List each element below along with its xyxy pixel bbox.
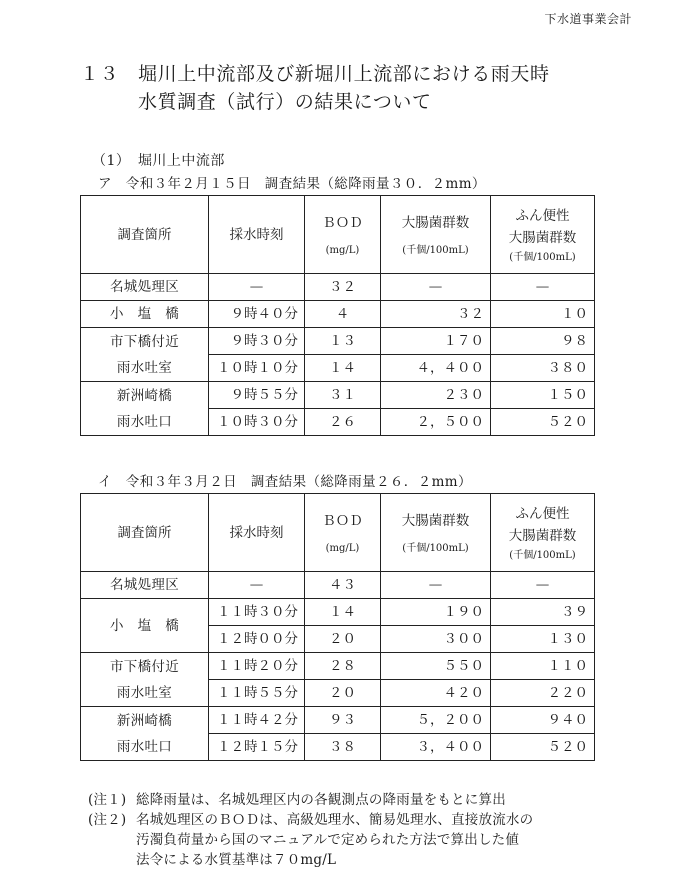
location-label: 雨水吐室 [116,359,173,376]
location-label: 雨水吐口 [116,413,173,430]
note-mark: (注２) [88,812,127,828]
header-coliform [381,196,491,274]
table-row [81,301,595,328]
header-bod [305,494,381,572]
fecal-cell: ５２０ [491,409,595,436]
time-cell: ９時３０分 [209,328,305,355]
bod-cell: ３１ [305,382,381,409]
fecal-cell: — [491,572,595,599]
coliform-cell: ５５０ [381,653,491,680]
header-coliform-unit: (千個/100mL) [402,542,469,554]
location-cell [81,382,209,436]
location-label: 小 塩 橋 [110,306,179,322]
time-cell: — [209,572,305,599]
time-cell: ９時４０分 [209,301,305,328]
time-cell: １１時５５分 [209,680,305,707]
location-label: 名城処理区 [110,577,179,593]
table-b-caption: イ 令和３年３月２日 調査結果（総降雨量２６．２mm） [98,474,472,490]
note-text: 法令による水質基準は７０mg/L [136,852,337,868]
location-cell [81,707,209,761]
fecal-cell: ３９ [491,599,595,626]
header-fecal-label-2: 大腸菌群数 [508,229,577,246]
table-row [81,382,595,409]
coliform-cell: ４，４００ [381,355,491,382]
coliform-cell: １７０ [381,328,491,355]
fecal-cell: ５２０ [491,734,595,761]
bod-cell: １４ [305,599,381,626]
header-location: 調査箇所 [81,494,209,572]
time-cell: ９時５５分 [209,382,305,409]
location-cell [81,328,209,382]
page-title [80,60,550,116]
fecal-cell: １５０ [491,382,595,409]
header-time: 採水時刻 [209,494,305,572]
header-time: 採水時刻 [209,196,305,274]
table-row [81,274,595,301]
header-fecal-label-1: ふん便性 [515,207,570,224]
header-coliform-label: 大腸菌群数 [401,214,470,231]
bod-cell: ２０ [305,626,381,653]
time-cell: １１時３０分 [209,599,305,626]
header-row [81,196,595,274]
location-label: 名城処理区 [110,279,179,295]
coliform-cell: ３２ [381,301,491,328]
location-cell [81,274,209,301]
location-label: 小 塩 橋 [110,617,179,634]
header-label: 下水道事業会計 [544,12,632,26]
note-text: 名城処理区のＢＯＤは、高級処理水、簡易処理水、直接放流水の [136,812,534,828]
results-table-a [80,195,595,436]
fecal-cell: ９８ [491,328,595,355]
time-cell: — [209,274,305,301]
location-label: 新洲崎橋 [116,387,173,404]
fecal-cell: ３８０ [491,355,595,382]
title-line-2: 水質調査（試行）の結果について [138,91,432,113]
bod-cell: ４３ [305,572,381,599]
fecal-cell: ２２０ [491,680,595,707]
time-cell: １１時４２分 [209,707,305,734]
coliform-cell: ３００ [381,626,491,653]
coliform-cell: ３，４００ [381,734,491,761]
location-label: 市下橋付近 [110,333,179,350]
header-coliform-unit: (千個/100mL) [402,244,469,256]
table-row [81,572,595,599]
bod-cell: １４ [305,355,381,382]
bod-cell: ３８ [305,734,381,761]
header-coliform-label: 大腸菌群数 [401,512,470,529]
header-bod-unit: (mg/L) [325,542,360,554]
header-bod [305,196,381,274]
time-cell: １２時１５分 [209,734,305,761]
header-fecal-unit: (千個/100mL) [509,251,576,263]
location-label: 雨水吐口 [116,738,173,755]
results-table-b [80,493,595,761]
header-coliform [381,494,491,572]
time-cell: １０時１０分 [209,355,305,382]
header-fecal [491,494,595,572]
bod-cell: １３ [305,328,381,355]
title-line-1: 堀川上中流部及び新堀川上流部における雨天時 [138,63,550,85]
notes [88,790,533,870]
note-mark: (注１) [88,792,127,808]
table-row [81,328,595,355]
note-item [88,790,533,810]
time-cell: １０時３０分 [209,409,305,436]
bod-cell: ３２ [305,274,381,301]
time-cell: １１時２０分 [209,653,305,680]
coliform-cell: — [381,274,491,301]
location-cell [81,599,209,653]
bod-cell: ９３ [305,707,381,734]
header-bod-label: ＢＯＤ [322,512,363,529]
coliform-cell: ２，５００ [381,409,491,436]
section-heading: （1） 堀川上中流部 [92,153,225,169]
title-number: １３ [80,63,120,85]
bod-cell: ２０ [305,680,381,707]
note-text: 汚濁負荷量から国のマニュアルで定められた方法で算出した値 [136,832,520,848]
table-row [81,653,595,680]
fecal-cell: １０ [491,301,595,328]
table-row [81,707,595,734]
location-cell [81,572,209,599]
location-label: 新洲崎橋 [116,712,173,729]
coliform-cell: — [381,572,491,599]
header-bod-label: ＢＯＤ [322,214,363,231]
fecal-cell: ９４０ [491,707,595,734]
header-fecal-label-1: ふん便性 [515,505,570,522]
coliform-cell: ５，２００ [381,707,491,734]
fecal-cell: — [491,274,595,301]
location-cell [81,301,209,328]
time-cell: １２時００分 [209,626,305,653]
fecal-cell: １３０ [491,626,595,653]
bod-cell: ２８ [305,653,381,680]
table-row [81,599,595,626]
location-label: 市下橋付近 [110,658,179,675]
note-text: 総降雨量は、名城処理区内の各観測点の降雨量をもとに算出 [136,792,506,808]
header-fecal-label-2: 大腸菌群数 [508,527,577,544]
coliform-cell: １９０ [381,599,491,626]
bod-cell: ２６ [305,409,381,436]
note-item [88,810,533,830]
coliform-cell: ４２０ [381,680,491,707]
location-cell [81,653,209,707]
bod-cell: ４ [305,301,381,328]
table-a-caption: ア 令和３年２月１５日 調査結果（総降雨量３０．２mm） [98,176,486,192]
coliform-cell: ２３０ [381,382,491,409]
location-label: 雨水吐室 [116,684,173,701]
header-location: 調査箇所 [81,196,209,274]
header-bod-unit: (mg/L) [325,244,360,256]
header-fecal [491,196,595,274]
header-fecal-unit: (千個/100mL) [509,549,576,561]
fecal-cell: １１０ [491,653,595,680]
header-row [81,494,595,572]
